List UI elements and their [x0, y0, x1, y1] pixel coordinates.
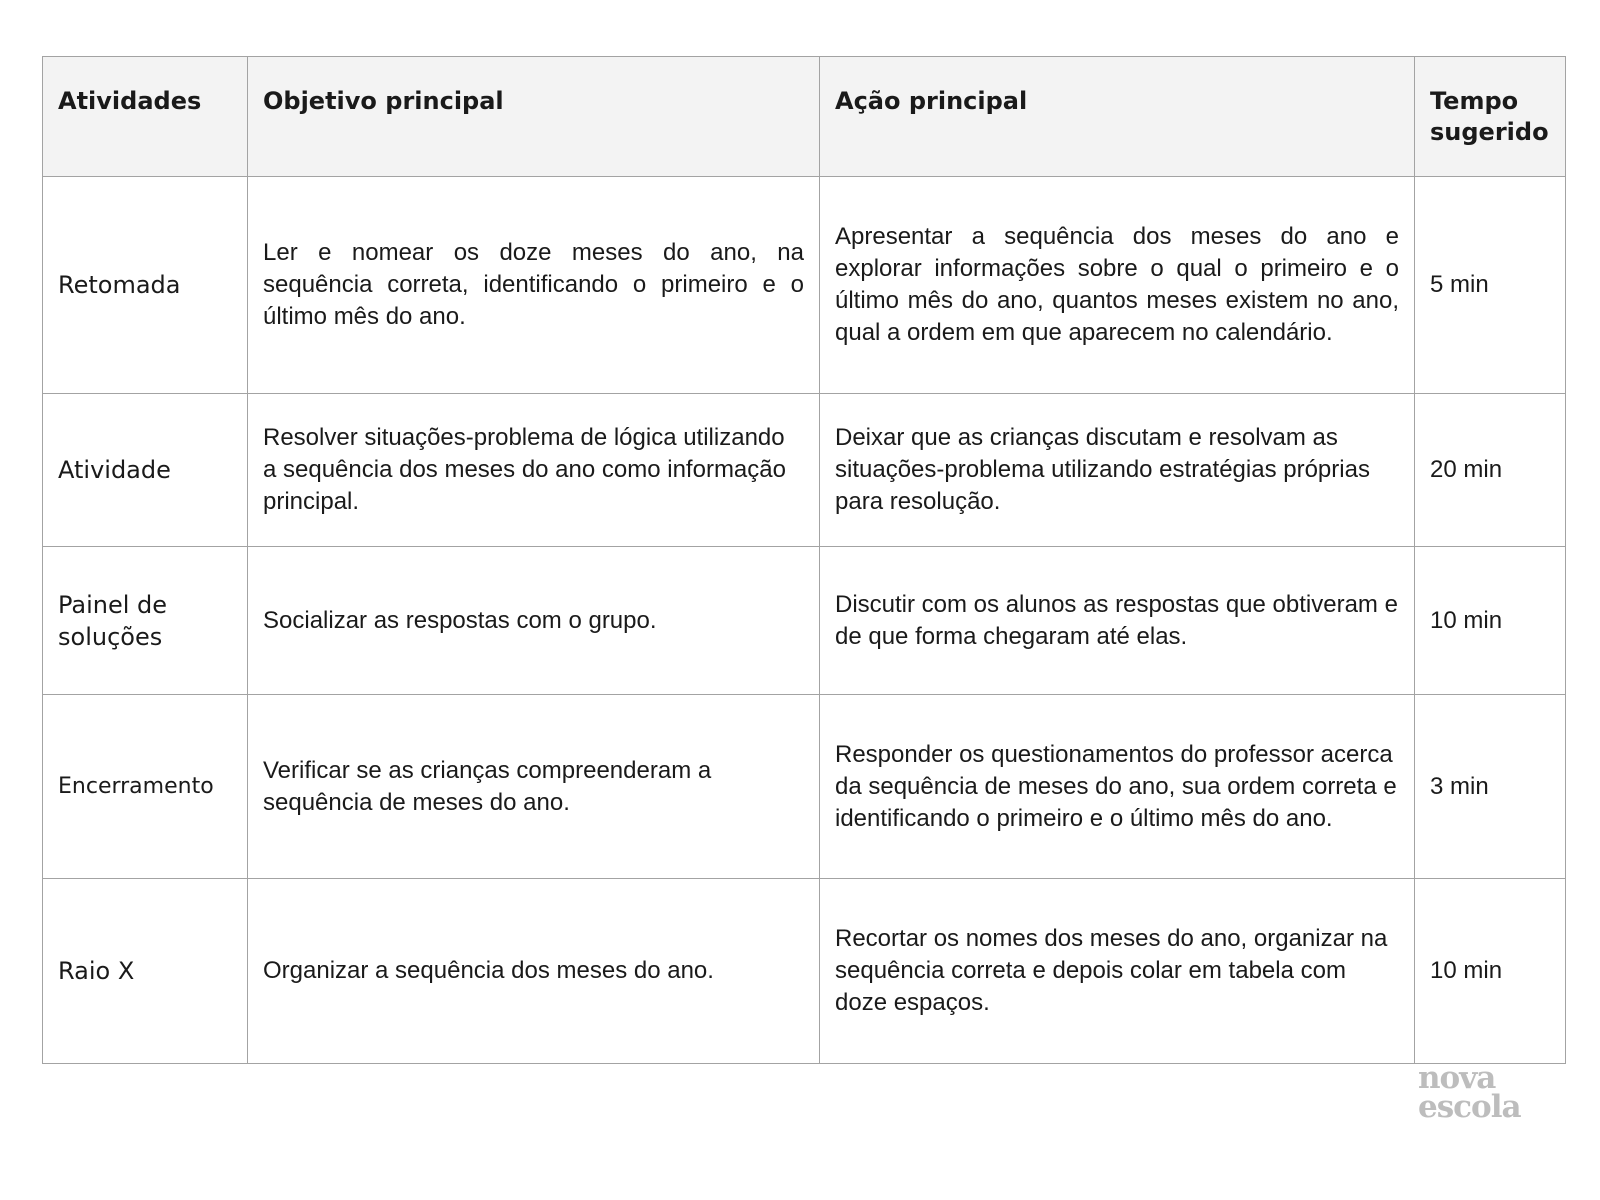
logo-line-2: escola	[1418, 1089, 1521, 1125]
objective-cell: Ler e nomear os doze meses do ano, na sequência correta, identificando o primeiro e o último mês do ano.	[248, 177, 820, 394]
table-row	[43, 394, 1566, 547]
objective-cell: Organizar a sequência dos meses do ano.	[248, 879, 820, 1064]
table-header-row	[43, 57, 1566, 177]
activity-name: Encerramento	[43, 695, 248, 879]
activity-name: Atividade	[43, 394, 248, 547]
table-row	[43, 879, 1566, 1064]
logo-line-1: nova	[1418, 1060, 1496, 1096]
table-row	[43, 695, 1566, 879]
time-cell: 3 min	[1415, 695, 1566, 879]
action-cell: Responder os questionamentos do professor acerca da sequência de meses do ano, sua ordem correta e identificando o primeiro e o último mês do ano.	[820, 695, 1415, 879]
action-cell: Discutir com os alunos as respostas que obtiveram e de que forma chegaram até elas.	[820, 547, 1415, 695]
action-cell: Deixar que as crianças discutam e resolvam as situações-problema utilizando estratégias próprias para resolução.	[820, 394, 1415, 547]
header-atividades: Atividades	[43, 57, 248, 177]
table-row	[43, 177, 1566, 394]
objective-cell: Socializar as respostas com o grupo.	[248, 547, 820, 695]
header-objetivo-principal: Objetivo principal	[248, 57, 820, 177]
time-cell: 5 min	[1415, 177, 1566, 394]
activity-name: Painel de soluções	[43, 547, 248, 695]
activity-name: Raio X	[43, 879, 248, 1064]
activity-name: Retomada	[43, 177, 248, 394]
nova-escola-logo	[1418, 1060, 1538, 1125]
time-cell: 20 min	[1415, 394, 1566, 547]
action-cell: Apresentar a sequência dos meses do ano e explorar informações sobre o qual o primeiro e o último mês do ano, quantos meses existem no ano, qual a ordem em que aparecem no calendário.	[820, 177, 1415, 394]
objective-cell: Verificar se as crianças compreenderam a sequência de meses do ano.	[248, 695, 820, 879]
table-row	[43, 547, 1566, 695]
action-cell: Recortar os nomes dos meses do ano, organizar na sequência correta e depois colar em tabela com doze espaços.	[820, 879, 1415, 1064]
time-cell: 10 min	[1415, 547, 1566, 695]
header-tempo-sugerido: Tempo sugerido	[1415, 57, 1566, 177]
header-acao-principal: Ação principal	[820, 57, 1415, 177]
objective-cell: Resolver situações-problema de lógica utilizando a sequência dos meses do ano como informação principal.	[248, 394, 820, 547]
lesson-plan-table	[42, 56, 1566, 1064]
time-cell: 10 min	[1415, 879, 1566, 1064]
